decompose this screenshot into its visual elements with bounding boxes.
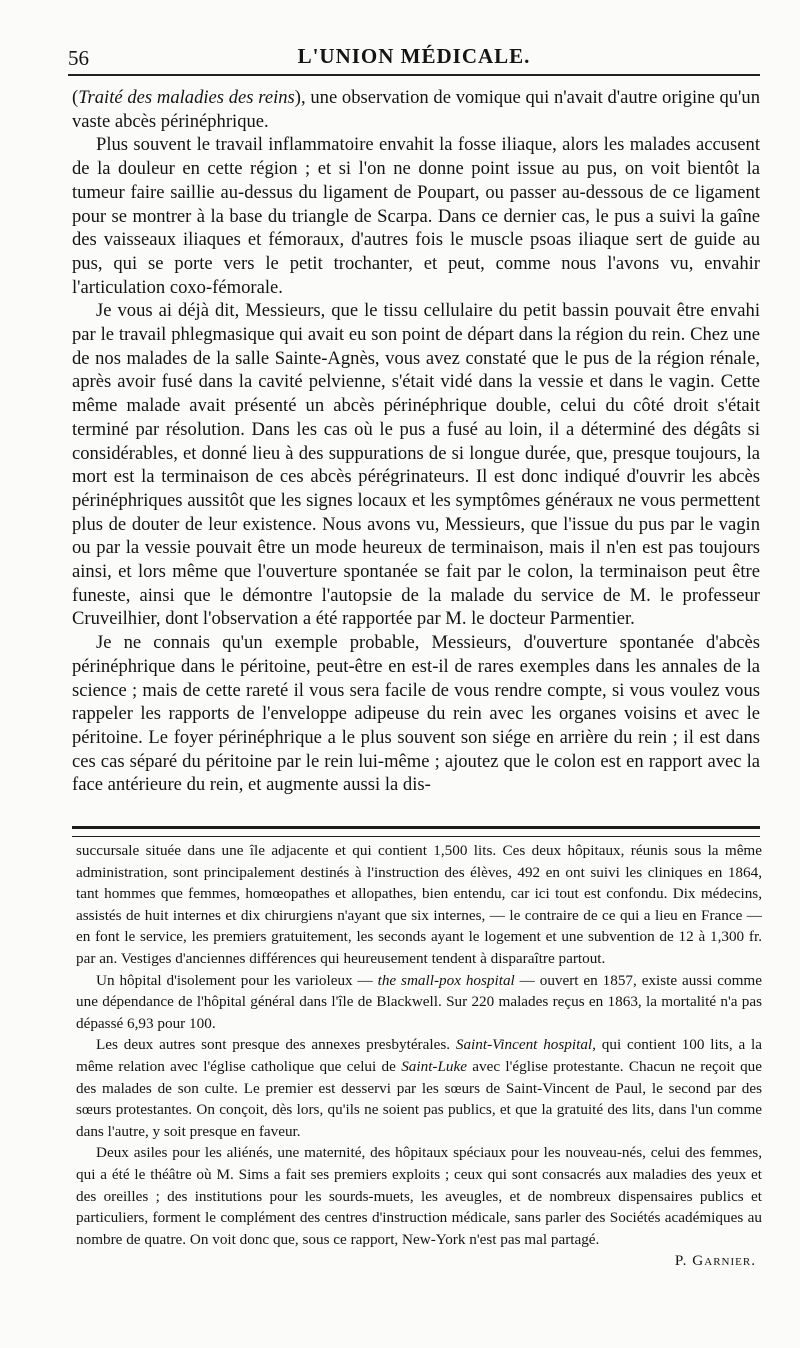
footnote-p2-b: — ouvert en 1857, existe aussi comme une dépendance de l'hôpital général dans l'île de Blackwell. Sur 220 malades reçus en 1863, la mortalité n'a pas dépassé 6,93 pour 100. bbox=[76, 971, 762, 1032]
footnote-paragraph-1: succursale située dans une île adjacente et qui contient 1,500 lits. Ces deux hôpitaux, réunis sous la même administration, sont principalement destinés à l'instruction des élèves, 492 en ont suivi les cliniques en 1864, tant hommes que femmes, homœopathes et allopathes, bien entendu, car ici tout est confondu. Dix médecins, assistés de huit internes et dix chirurgiens n'ayant que six internes, — le contraire de ce qui a lieu en France — en font le service, les premiers gratuitement, les seconds ayant le logement et une subvention de 12 à 1,300 fr. par an. Vestiges d'anciennes différences qui heureusement tendent à disparaître partout. bbox=[76, 842, 762, 967]
footnote-paragraph-2 bbox=[76, 970, 762, 1035]
main-paragraph-2: Plus souvent le travail inflammatoire envahit la fosse iliaque, alors les malades accusent de la douleur en cette région ; et si l'on ne donne point issue au pus, on voit bientôt la tumeur faire saillie au-dessus du ligament de Poupart, ou passer au-dessous de ce ligament pour se montrer à la base du triangle de Scarpa. Dans ce dernier cas, le pus a suivi la gaîne des vaisseaux iliaques et fémoraux, d'autres fois le muscle psoas iliaque sert de guide au pus, qui se porte vers le petit trochanter, et peut, comme nous l'avons vu, envahir l'articulation coxo-fémorale. bbox=[72, 134, 760, 298]
footnote-text bbox=[76, 840, 762, 1272]
main-paragraph-4: Je ne connais qu'un exemple probable, Messieurs, d'ouverture spontanée d'abcès périnéphrique dans le péritoine, peut-être en est-il de rares exemples dans les annales de la science ; mais de cette rareté il vous sera facile de vous rendre compte, si vous voulez vous rappeler les rapports de l'enveloppe adipeuse du rein avec les organes voisins et avec le péritoine. Le foyer périnéphrique a le plus souvent son siége en arrière du rein ; il est dans ces cas séparé du péritoine par le rein lui-même ; ajoutez que le colon est en rapport avec la face antérieure du rein, et augmente aussi la dis- bbox=[72, 632, 760, 796]
signature-initial: P. bbox=[674, 1252, 693, 1270]
footnote-p3-italic-2: Saint-Luke bbox=[401, 1057, 467, 1075]
book-title: Traité des maladies des reins bbox=[78, 87, 295, 108]
signature-name: Garnier. bbox=[692, 1252, 756, 1270]
main-body-text bbox=[72, 86, 760, 797]
footnote-p3-b: , qui contient 100 lits, a la même relation avec l'église catholique que celui de bbox=[76, 1036, 762, 1075]
footnote-p3-a: Les deux autres sont presque des annexes presbytérales. bbox=[96, 1036, 456, 1054]
footnote-p2-a: Un hôpital d'isolement pour les varioleux — bbox=[96, 971, 378, 989]
main-paragraph-1: (Traité des maladies des reins), une observation de vomique qui n'avait d'autre origine qu'un vaste abcès périnéphrique. bbox=[72, 87, 760, 132]
footnote-p2-italic: the small-pox hospital bbox=[377, 971, 515, 989]
signature bbox=[76, 1250, 762, 1272]
page-number: 56 bbox=[68, 46, 89, 70]
main-paragraph-1-rest: ), une observation de vomique qui n'avait d'autre origine qu'un vaste abcès périnéphrique. bbox=[72, 87, 760, 132]
footnote-p3-c: avec l'église protestante. Chacun ne reçoit que des malades de son culte. Le premier est desservi par les sœurs de Saint-Vincent de Paul, le second par des sœurs protestantes. On conçoit, dès lors, qu'ils ne soient pas publics, et que la gratuité des lits, dans l'un comme dans l'autre, y soit presque en faveur. bbox=[76, 1057, 762, 1140]
footnote-separator bbox=[72, 826, 760, 837]
main-paragraph-3: Je vous ai déjà dit, Messieurs, que le tissu cellulaire du petit bassin pouvait être envahi par le travail phlegmasique qui avait eu son point de départ dans la région du rein. Chez une de nos malades de la salle Sainte-Agnès, vous avez constaté que le pus de la région rénale, après avoir fusé dans la cavité pelvienne, s'était vidé dans la vessie et dans le vagin. Cette même malade avait présenté un abcès périnéphrique double, celui du côté droit s'était terminé par résolution. Dans les cas où le pus a fusé au loin, il a déterminé des dégâts si considérables, et donné lieu à des suppurations de si longue durée, que, presque toujours, la mort est la terminaison de ces abcès pérégrinateurs. Il est donc indiqué d'ouvrir les abcès périnéphriques aussitôt que les signes locaux et les symptômes généraux ne vous permettent plus de douter de leur existence. Nous avons vu, Messieurs, que l'issue du pus par le vagin ou par la vessie pouvait être un mode heureux de terminaison, mais il n'en est pas toujours ainsi, et lors même que l'ouverture spontanée se fait par le colon, la terminaison peut être funeste, ainsi que le démontre l'autopsie de la malade du service de M. le professeur Cruveilhier, dont l'observation a été rapportée par M. le docteur Parmentier. bbox=[72, 300, 760, 630]
footnote-paragraph-3 bbox=[76, 1034, 762, 1142]
page-header bbox=[68, 40, 760, 70]
footnote-p3-italic-1: Saint-Vincent hospital bbox=[455, 1036, 593, 1054]
running-title: L'UNION MÉDICALE. bbox=[297, 44, 531, 68]
footnote-paragraph-4: Deux asiles pour les aliénés, une maternité, des hôpitaux spéciaux pour les nouveau-nés, celui des femmes, qui a été le théâtre où M. Sims a fait ses premiers exploits ; ceux qui sont consacrés aux maladies des yeux et des oreilles ; des institutions pour les sourds-muets, les aveugles, et de nombreux dispensaires publics et particuliers, forment le complément des centres d'instruction médicale, sans parler des Sociétés académiques au nombre de quatre. On voit donc que, sous ce rapport, New-York n'est pas mal partagé. bbox=[76, 1144, 762, 1248]
header-rule bbox=[68, 74, 760, 76]
